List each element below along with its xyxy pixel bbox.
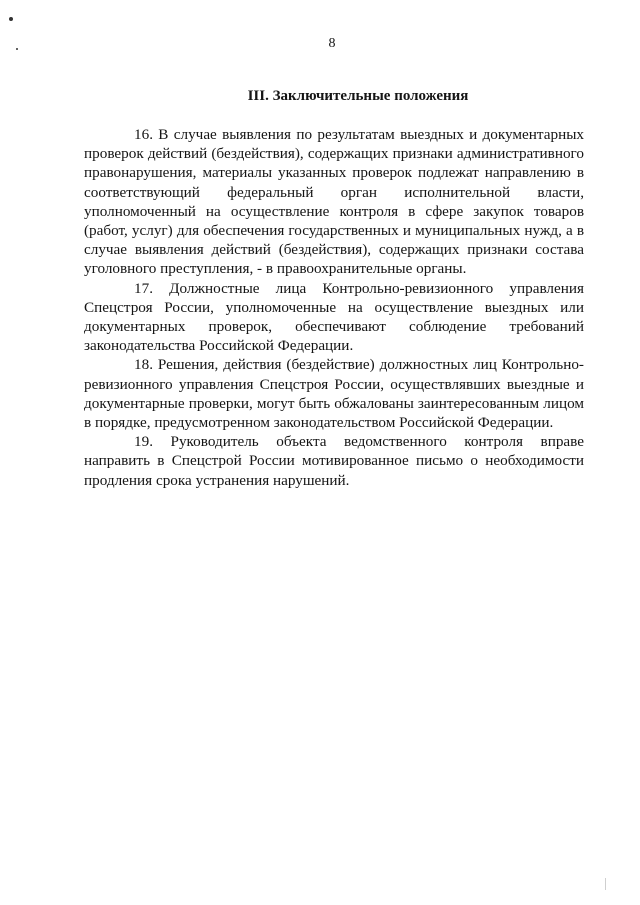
scan-edge [605, 878, 606, 890]
paragraph-16: 16. В случае выявления по результатам выездных и документарных проверок действий (бездействия), содержащих признаки административного правонарушения, материалы указанных проверок подлежат направлению в соответствующий федеральный орган исполнительной власти, уполномоченный на осуществление контроля в сфере закупок товаров (работ, услуг) для обеспечения государственных и муниципальных нужд, а в случае выявления действий (бездействия), содержащих признаки состава уголовного преступления, - в правоохранительные органы. [84, 126, 584, 278]
section-title: III. Заключительные положения [247, 88, 469, 104]
paragraph-19: 19. Руководитель объекта ведомственного контроля вправе направить в Спецстрой России мотивированное письмо о необходимости продления срока устранения нарушений. [84, 433, 584, 489]
page-number: 8 [328, 36, 336, 51]
paragraph-17: 17. Должностные лица Контрольно-ревизионного управления Спецстроя России, уполномоченные на осуществление выездных или документарных проверок, обеспечивают соблюдение требований законодательства Российской Федерации. [84, 279, 584, 355]
paragraph-18: 18. Решения, действия (бездействие) должностных лиц Контрольно-ревизионного управления Спецстроя России, осуществлявших выездные и документарные проверки, могут быть обжалованы заинтересованным лицом в порядке, предусмотренном законодательством Российской Федерации. [84, 356, 584, 432]
document-body [84, 125, 584, 490]
scan-mark [9, 17, 13, 21]
